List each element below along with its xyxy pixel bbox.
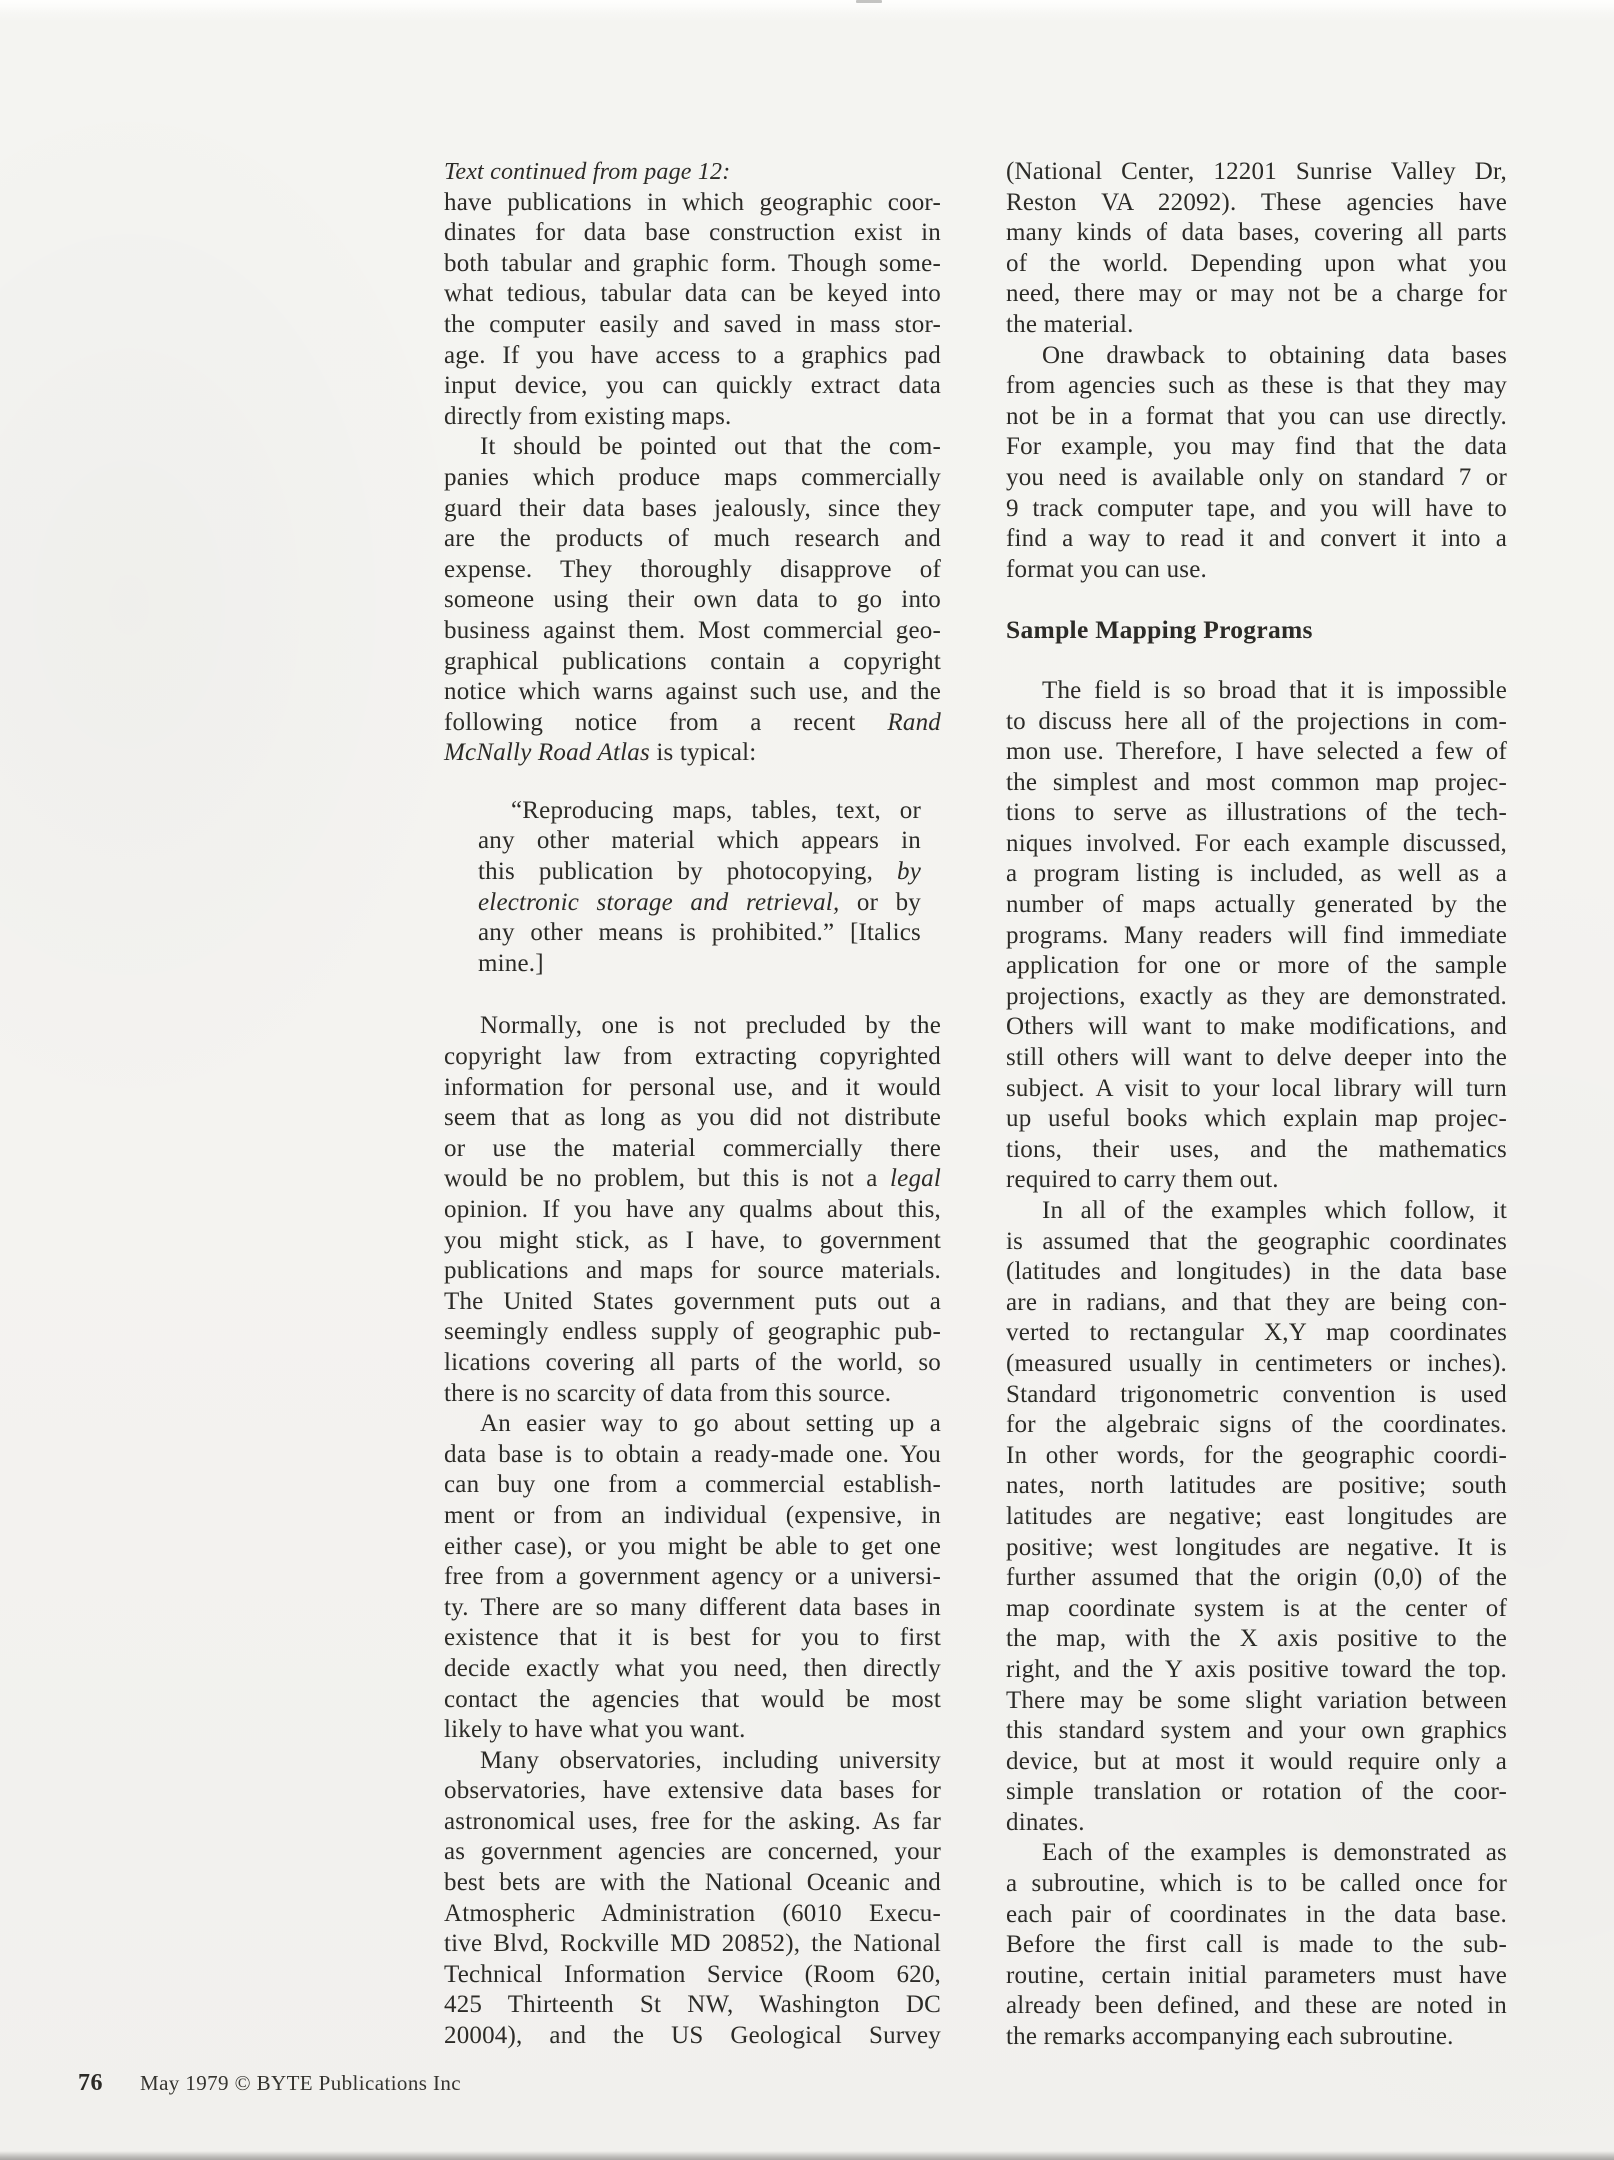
text-line: 20004), and the US Geological Survey bbox=[444, 2022, 941, 2050]
text-line: niques involved. For each example discussed, bbox=[1006, 829, 1507, 857]
text-line: tive Blvd, Rockville MD 20852), the National bbox=[444, 1930, 941, 1958]
text-line: tions to serve as illustrations of the tech- bbox=[1006, 799, 1507, 827]
text-line: mine.] bbox=[478, 949, 544, 977]
text-line: publications and maps for source materials. bbox=[444, 1257, 941, 1285]
paragraph bbox=[444, 1746, 941, 2052]
text-line: data base is to obtain a ready-made one. You bbox=[444, 1440, 941, 1468]
text-line: need, there may or may not be a charge for bbox=[1006, 280, 1507, 308]
text-line: graphical publications contain a copyright bbox=[444, 647, 941, 675]
scan-artifact-mark bbox=[856, 0, 882, 3]
text-line: positive; west longitudes are negative. It is bbox=[1006, 1533, 1507, 1561]
text-line: are the products of much research and bbox=[444, 525, 941, 553]
text-line: ment or from an individual (expensive, in bbox=[444, 1501, 941, 1529]
scan-edge-top bbox=[0, 0, 1614, 12]
paragraph bbox=[1006, 1196, 1507, 1838]
text-line: a subroutine, which is to be called once for bbox=[1006, 1870, 1507, 1898]
block-quote bbox=[478, 796, 921, 980]
text-line: are in radians, and that they are being con- bbox=[1006, 1288, 1507, 1316]
page-number: 76 bbox=[78, 2070, 103, 2096]
paragraph bbox=[1006, 157, 1507, 341]
text-line: any other means is prohibited.” [Italics bbox=[478, 919, 921, 947]
text-line: One drawback to obtaining data bases bbox=[1042, 341, 1507, 369]
text-line: would be no problem, but this is not a legal bbox=[444, 1165, 941, 1193]
text-line: of the world. Depending upon what you bbox=[1006, 249, 1507, 277]
text-line: someone using their own data to go into bbox=[444, 586, 941, 614]
text-line: you need is available only on standard 7 or bbox=[1006, 463, 1507, 491]
text-line: Atmospheric Administration (6010 Execu- bbox=[444, 1899, 941, 1927]
paragraph bbox=[444, 188, 941, 433]
text-line: or use the material commercially there bbox=[444, 1134, 941, 1162]
text-line: verted to rectangular X,Y map coordinates bbox=[1006, 1319, 1507, 1347]
text-line: likely to have what you want. bbox=[444, 1716, 746, 1744]
text-line: “Reproducing maps, tables, text, or bbox=[511, 796, 921, 824]
text-line: following notice from a recent Rand bbox=[444, 708, 941, 736]
text-line: tions, their uses, and the mathematics bbox=[1006, 1135, 1507, 1163]
text-line: dinates. bbox=[1006, 1808, 1085, 1836]
text-line: map coordinate system is at the center of bbox=[1006, 1594, 1507, 1622]
text-line: right, and the Y axis positive toward the top. bbox=[1006, 1655, 1507, 1683]
text-line: simple translation or rotation of the coor- bbox=[1006, 1778, 1507, 1806]
text-line: to discuss here all of the projections in com- bbox=[1006, 707, 1507, 735]
section-heading bbox=[1006, 615, 1507, 646]
text-line: for the algebraic signs of the coordinates. bbox=[1006, 1411, 1507, 1439]
text-line: An easier way to go about setting up a bbox=[480, 1410, 941, 1438]
text-line: not be in a format that you can use directly. bbox=[1006, 402, 1507, 430]
text-line: programs. Many readers will find immediate bbox=[1006, 921, 1507, 949]
text-line: further assumed that the origin (0,0) of the bbox=[1006, 1564, 1507, 1592]
text-line: Technical Information Service (Room 620, bbox=[444, 1960, 941, 1988]
text-line: In other words, for the geographic coordi- bbox=[1006, 1441, 1507, 1469]
text-line: information for personal use, and it would bbox=[444, 1073, 941, 1101]
text-line: required to carry them out. bbox=[1006, 1166, 1279, 1194]
paragraph bbox=[1006, 676, 1507, 1196]
text-line: It should be pointed out that the com- bbox=[480, 433, 941, 461]
text-line: the computer easily and saved in mass stor- bbox=[444, 310, 941, 338]
text-line: number of maps actually generated by the bbox=[1006, 891, 1507, 919]
text-line: seem that as long as you did not distribute bbox=[444, 1104, 941, 1132]
text-line: Many observatories, including university bbox=[480, 1746, 941, 1774]
text-line: already been defined, and these are noted in bbox=[1006, 1992, 1507, 2020]
text-line: (latitudes and longitudes) in the data base bbox=[1006, 1258, 1507, 1286]
paragraph bbox=[444, 1011, 941, 1409]
text-line: both tabular and graphic form. Though some- bbox=[444, 249, 941, 277]
text-line: the material. bbox=[1006, 310, 1134, 338]
text-line: 425 Thirteenth St NW, Washington DC bbox=[444, 1991, 941, 2019]
text-line: lications covering all parts of the world, so bbox=[444, 1348, 941, 1376]
scan-edge-bottom bbox=[0, 2151, 1614, 2160]
text-line: device, but at most it would require only a bbox=[1006, 1747, 1507, 1775]
text-line: 9 track computer tape, and you will have to bbox=[1006, 494, 1507, 522]
text-line: many kinds of data bases, covering all parts bbox=[1006, 219, 1507, 247]
text-line: mon use. Therefore, I have selected a few of bbox=[1006, 738, 1507, 766]
right-column bbox=[1006, 157, 1507, 2053]
text-line: (National Center, 12201 Sunrise Valley Dr, bbox=[1006, 158, 1507, 185]
text-line: latitudes are negative; east longitudes are bbox=[1006, 1502, 1507, 1530]
text-line: subject. A visit to your local library will turn bbox=[1006, 1074, 1507, 1102]
text-line: In all of the examples which follow, it bbox=[1042, 1197, 1507, 1224]
text-line: Normally, one is not precluded by the bbox=[480, 1012, 941, 1040]
text-line: find a way to read it and convert it into a bbox=[1006, 525, 1507, 553]
text-line: contact the agencies that would be most bbox=[444, 1685, 941, 1713]
continuation-note bbox=[444, 157, 941, 188]
text-line: business against them. Most commercial geo- bbox=[444, 616, 941, 644]
text-line: directly from existing maps. bbox=[444, 402, 732, 430]
text-line: Others will want to make modifications, and bbox=[1006, 1013, 1507, 1041]
paragraph bbox=[444, 432, 941, 769]
text-line: observatories, have extensive data bases for bbox=[444, 1777, 941, 1805]
text-line: guard their data bases jealously, since they bbox=[444, 494, 941, 522]
text-line: what tedious, tabular data can be keyed into bbox=[444, 280, 941, 308]
text-line: astronomical uses, free for the asking. As far bbox=[444, 1807, 941, 1835]
text-line: There may be some slight variation between bbox=[1006, 1686, 1507, 1714]
text-line: Sample Mapping Programs bbox=[1006, 615, 1313, 645]
left-column bbox=[444, 157, 941, 2052]
paragraph bbox=[444, 1409, 941, 1746]
text-line: notice which warns against such use, and the bbox=[444, 678, 941, 706]
text-line: decide exactly what you need, then directly bbox=[444, 1654, 941, 1682]
text-line: ty. There are so many different data bases in bbox=[444, 1593, 941, 1621]
text-line: best bets are with the National Oceanic and bbox=[444, 1869, 941, 1897]
text-line: opinion. If you have any qualms about this, bbox=[444, 1196, 941, 1223]
text-line: a program listing is included, as well as a bbox=[1006, 860, 1507, 888]
text-line: seemingly endless supply of geographic pub- bbox=[444, 1318, 941, 1346]
text-line: any other material which appears in bbox=[478, 827, 921, 855]
text-line: For example, you may find that the data bbox=[1006, 433, 1507, 461]
text-line: as government agencies are concerned, your bbox=[444, 1838, 941, 1866]
text-line: Reston VA 22092). These agencies have bbox=[1006, 188, 1507, 216]
text-line: electronic storage and retrieval, or by bbox=[478, 888, 922, 916]
text-line: this publication by photocopying, by bbox=[478, 858, 921, 886]
paragraph bbox=[1006, 341, 1507, 586]
text-line: expense. They thoroughly disapprove of bbox=[444, 555, 941, 583]
text-line: (measured usually in centimeters or inches). bbox=[1006, 1349, 1507, 1377]
text-line: The field is so broad that it is impossible bbox=[1042, 676, 1507, 704]
text-line: input device, you can quickly extract data bbox=[444, 372, 941, 400]
text-line: Standard trigonometric convention is used bbox=[1006, 1380, 1507, 1408]
text-line: The United States government puts out a bbox=[444, 1287, 941, 1315]
text-line: this standard system and your own graphics bbox=[1006, 1717, 1507, 1745]
text-line: the map, with the X axis positive to the bbox=[1006, 1625, 1507, 1653]
text-line: existence that it is best for you to first bbox=[444, 1624, 941, 1652]
text-line: have publications in which geographic coor- bbox=[444, 188, 941, 216]
text-line: you might stick, as I have, to government bbox=[444, 1226, 941, 1254]
text-line: from agencies such as these is that they may bbox=[1006, 372, 1507, 400]
text-line: each pair of coordinates in the data base. bbox=[1006, 1900, 1507, 1928]
text-line: age. If you have access to a graphics pad bbox=[444, 341, 941, 369]
paragraph bbox=[1006, 1838, 1507, 2052]
text-line: projections, exactly as they are demonstrated. bbox=[1006, 982, 1507, 1010]
text-line: application for one or more of the sample bbox=[1006, 952, 1507, 980]
text-line: routine, certain initial parameters must have bbox=[1006, 1961, 1507, 1989]
page-footer bbox=[78, 2070, 461, 2097]
text-line: Each of the examples is demonstrated as bbox=[1042, 1839, 1507, 1867]
text-line: can buy one from a commercial establish- bbox=[444, 1471, 941, 1499]
text-line: Text continued from page 12: bbox=[444, 159, 731, 185]
text-line: copyright law from extracting copyrighted bbox=[444, 1043, 941, 1071]
text-line: dinates for data base construction exist in bbox=[444, 219, 941, 247]
text-line: panies which produce maps commercially bbox=[444, 463, 941, 491]
text-line: there is no scarcity of data from this source. bbox=[444, 1379, 892, 1407]
footer-credit: May 1979 © BYTE Publications Inc bbox=[140, 2071, 461, 2095]
text-line: McNally Road Atlas is typical: bbox=[444, 739, 757, 767]
text-line: free from a government agency or a universi- bbox=[444, 1563, 941, 1591]
text-line: format you can use. bbox=[1006, 555, 1207, 583]
text-line: either case), or you might be able to get one bbox=[444, 1532, 941, 1560]
text-line: Before the first call is made to the sub- bbox=[1006, 1931, 1507, 1959]
text-line: nates, north latitudes are positive; south bbox=[1006, 1472, 1507, 1500]
text-line: is assumed that the geographic coordinates bbox=[1006, 1227, 1507, 1255]
text-line: the simplest and most common map projec- bbox=[1006, 768, 1507, 796]
text-line: up useful books which explain map projec- bbox=[1006, 1105, 1507, 1133]
text-line: still others will want to delve deeper into the bbox=[1006, 1044, 1507, 1072]
text-line: the remarks accompanying each subroutine. bbox=[1006, 2023, 1454, 2051]
